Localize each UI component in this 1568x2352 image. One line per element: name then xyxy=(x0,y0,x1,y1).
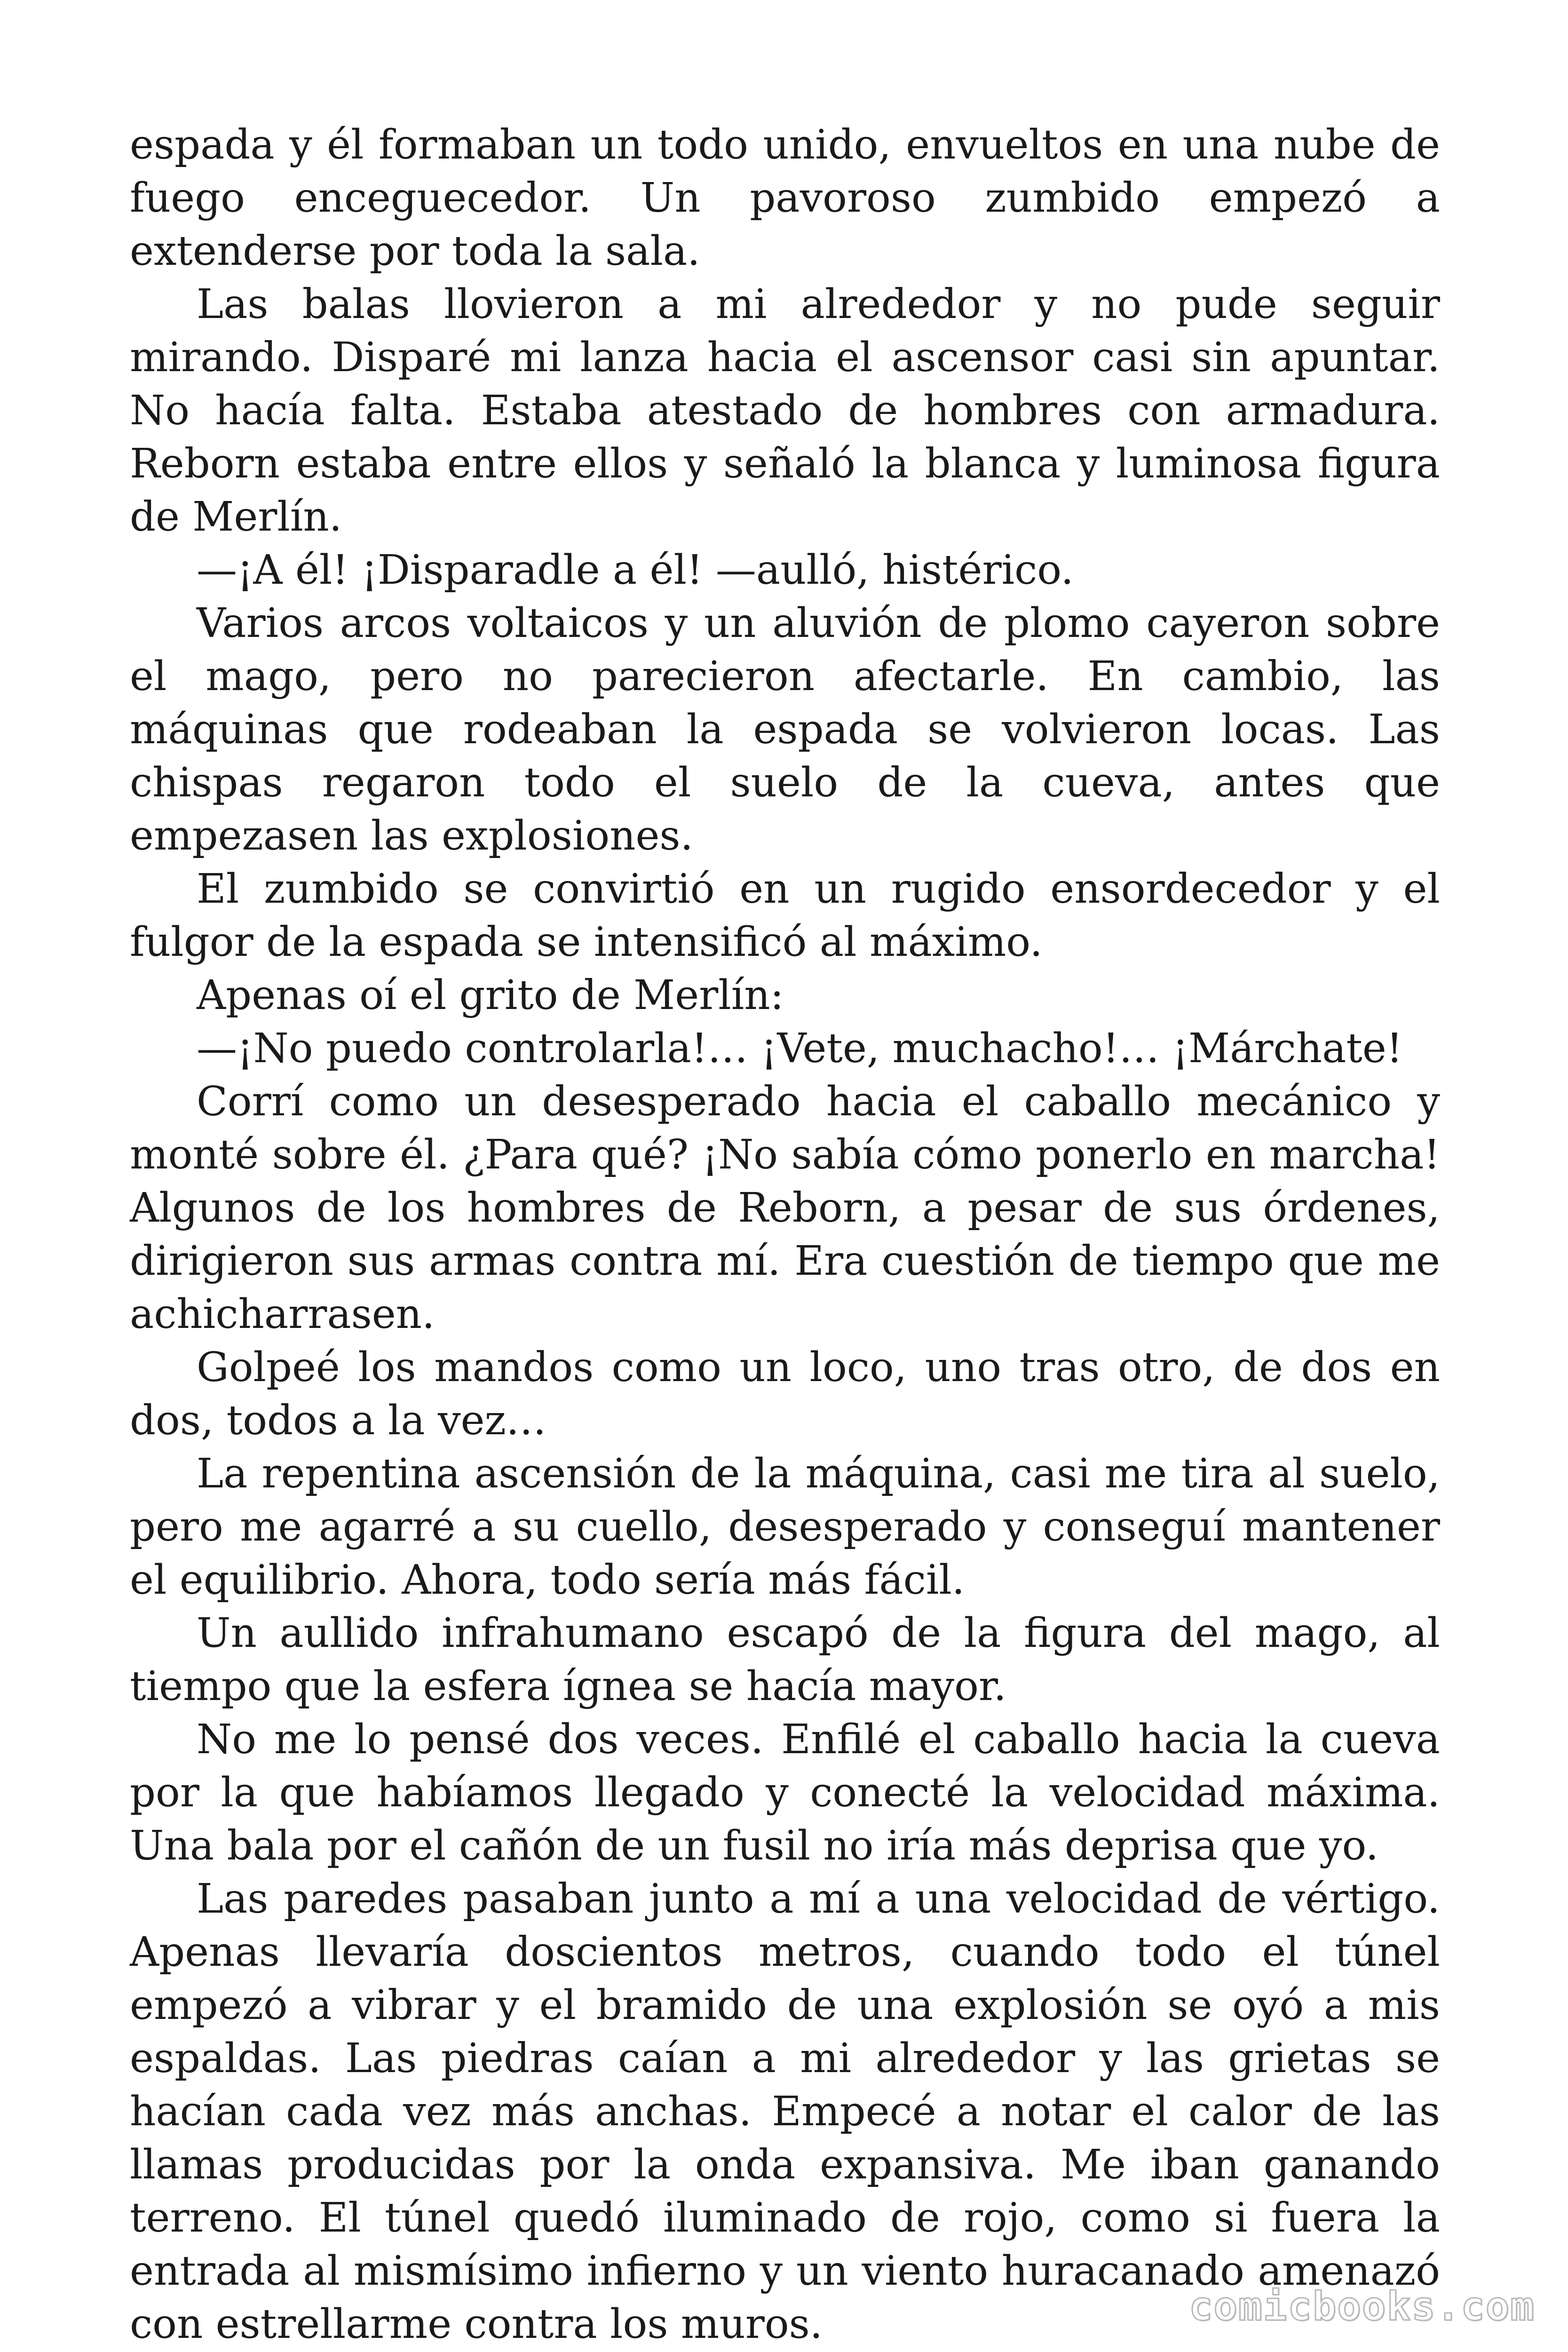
paragraph-5: El zumbido se convirtió en un rugido ensordecedor y el fulgor de la espada se intensificó al máximo. xyxy=(130,866,1440,966)
paragraph-4: Varios arcos voltaicos y un aluvión de plomo cayeron sobre el mago, pero no parecieron afectarle. En cambio, las máquinas que rodeaban la espada se volvieron locas. Las chispas regaron todo el suelo de la cueva, antes que empezasen las explosiones. xyxy=(130,600,1440,859)
page-body-text xyxy=(130,119,1440,2351)
paragraph-10: La repentina ascensión de la máquina, casi me tira al suelo, pero me agarré a su cuello, desesperado y conseguí mantener el equilibrio. Ahora, todo sería más fácil. xyxy=(130,1450,1440,1604)
paragraph-12: No me lo pensé dos veces. Enfilé el caballo hacia la cueva por la que habíamos llegado y conecté la velocidad máxima. Una bala por el cañón de un fusil no iría más deprisa que yo. xyxy=(130,1716,1440,1869)
paragraph-11: Un aullido infrahumano escapó de la figura del mago, al tiempo que la esfera ígnea se hacía mayor. xyxy=(130,1610,1440,1710)
paragraph-7-dialogue: —¡No puedo controlarla!… ¡Vete, muchacho!… ¡Márchate! xyxy=(197,1025,1403,1072)
paragraph-6: Apenas oí el grito de Merlín: xyxy=(197,972,784,1019)
paragraph-13: Las paredes pasaban junto a mí a una velocidad de vértigo. Apenas llevaría doscientos metros, cuando todo el túnel empezó a vibrar y el bramido de una explosión se oyó a mis espaldas. Las piedras caían a mi alrededor y las grietas se hacían cada vez más anchas. Empecé a notar el calor de las llamas producidas por la onda expansiva. Me iban ganando terreno. El túnel quedó iluminado de rojo, como si fuera la entrada al mismísimo infierno y un viento huracanado amenazó con estrellarme contra los muros. xyxy=(130,1875,1440,2348)
paragraph-1: espada y él formaban un todo unido, envueltos en una nube de fuego enceguecedor. Un pavoroso zumbido empezó a extenderse por toda la sala. xyxy=(130,121,1440,275)
paragraph-8: Corrí como un desesperado hacia el caballo mecánico y monté sobre él. ¿Para qué? ¡No sabía cómo ponerlo en marcha! Algunos de los hombres de Reborn, a pesar de sus órdenes, dirigieron sus armas contra mí. Era cuestión de tiempo que me achicharrasen. xyxy=(130,1078,1440,1338)
site-watermark: comicbooks.com xyxy=(1188,2283,1535,2329)
paragraph-3-dialogue: —¡A él! ¡Disparadle a él! —aulló, histérico. xyxy=(197,547,1074,594)
paragraph-9: Golpeé los mandos como un loco, uno tras otro, de dos en dos, todos a la vez… xyxy=(130,1344,1440,1444)
paragraph-2: Las balas llovieron a mi alrededor y no pude seguir mirando. Disparé mi lanza hacia el ascensor casi sin apuntar. No hacía falta. Estaba atestado de hombres con armadura. Reborn estaba entre ellos y señaló la blanca y luminosa figura de Merlín. xyxy=(130,281,1440,540)
